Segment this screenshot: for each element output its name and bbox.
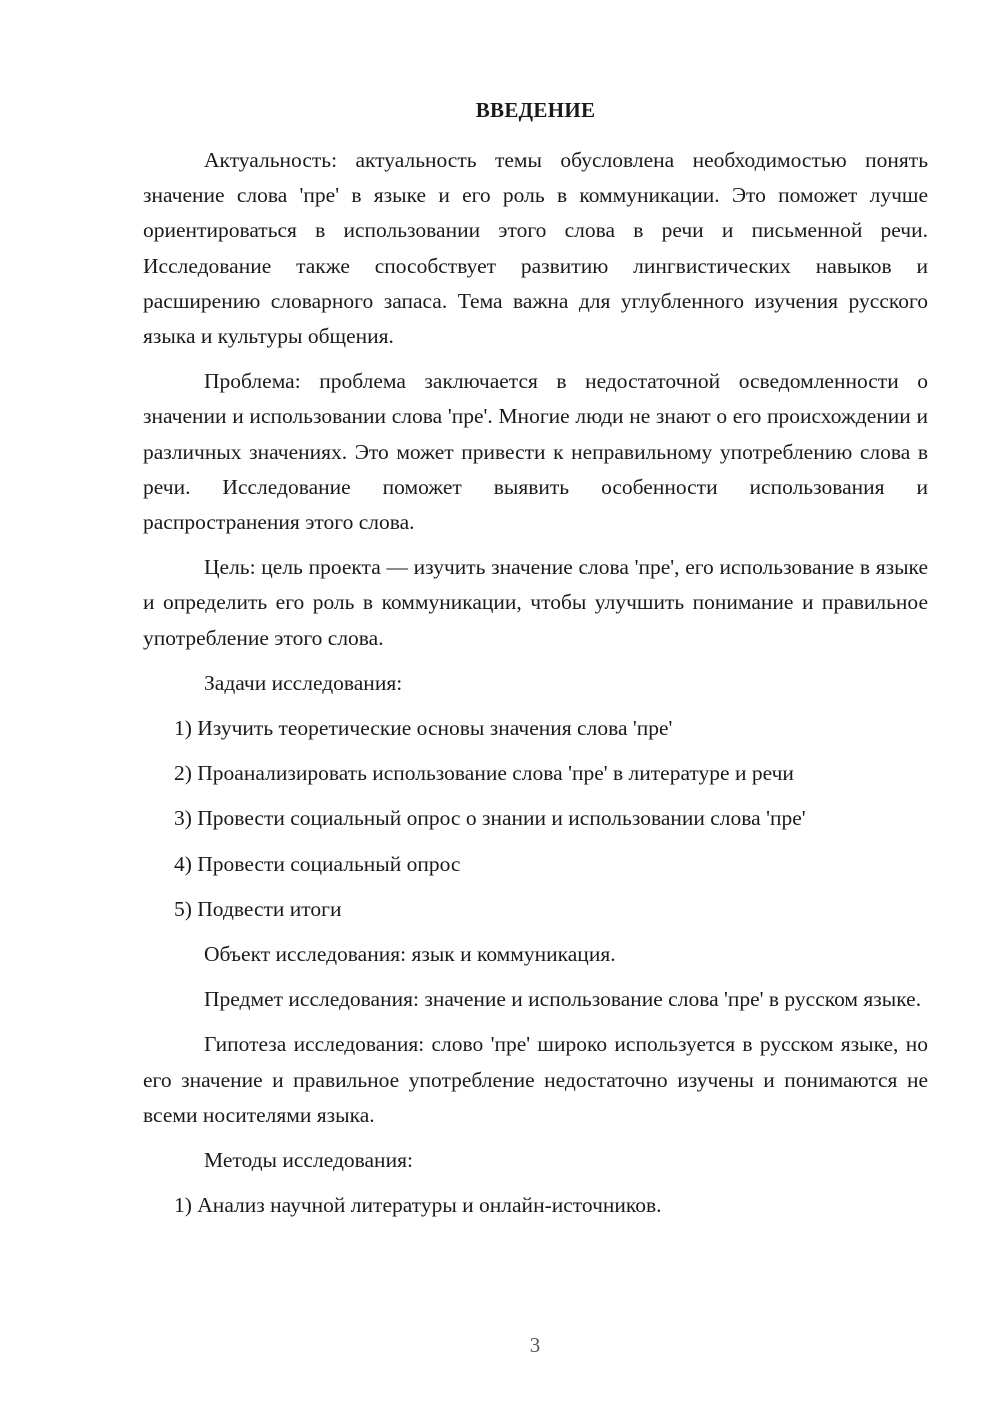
page-title: ВВЕДЕНИЕ (475, 98, 596, 122)
subject-paragraph: Предмет исследования: значение и использование слова 'пре' в русском языке. (204, 987, 922, 1012)
page-content (143, 95, 928, 1233)
task-item-4: 4) Провести социальный опрос (174, 851, 461, 876)
task-item-2: 2) Проанализировать использование слова 'пре' в литературе и речи (174, 761, 794, 786)
problem-paragraph: Проблема: проблема заключается в недостаточной осведомленности о значении и использовании слова 'пре'. Многие люди не знают о его происхождении и различных значениях. Это может привести к неправильному употреблению слова в речи. Исследование поможет выявить особенности использования и распространения этого слова. (143, 369, 928, 535)
task-item-5: 5) Подвести итоги (174, 896, 342, 921)
methods-heading: Методы исследования: (204, 1148, 413, 1173)
page-number: 3 (529, 1333, 541, 1357)
method-item-1: 1) Анализ научной литературы и онлайн-источников. (174, 1193, 662, 1218)
object-paragraph: Объект исследования: язык и коммуникация. (204, 942, 616, 967)
goal-paragraph: Цель: цель проекта — изучить значение слова 'пре', его использование в языке и определить его роль в коммуникации, чтобы улучшить понимание и правильное употребление этого слова. (143, 555, 928, 650)
hypothesis-paragraph: Гипотеза исследования: слово 'пре' широко используется в русском языке, но его значение и правильное употребление недостаточно изучены и понимаются не всеми носителями языка. (143, 1032, 928, 1127)
task-item-3: 3) Провести социальный опрос о знании и использовании слова 'пре' (174, 806, 806, 831)
tasks-heading: Задачи исследования: (204, 670, 403, 695)
task-item-1: 1) Изучить теоретические основы значения слова 'пре' (174, 716, 673, 741)
relevance-paragraph: Актуальность: актуальность темы обусловлена необходимостью понять значение слова 'пре' в языке и его роль в коммуникации. Это поможет лучше ориентироваться в использовании этого слова в речи и письменной речи. Исследование также способствует развитию лингвистических навыков и расширению словарного запаса. Тема важна для углубленного изучения русского языка и культуры общения. (143, 148, 928, 349)
